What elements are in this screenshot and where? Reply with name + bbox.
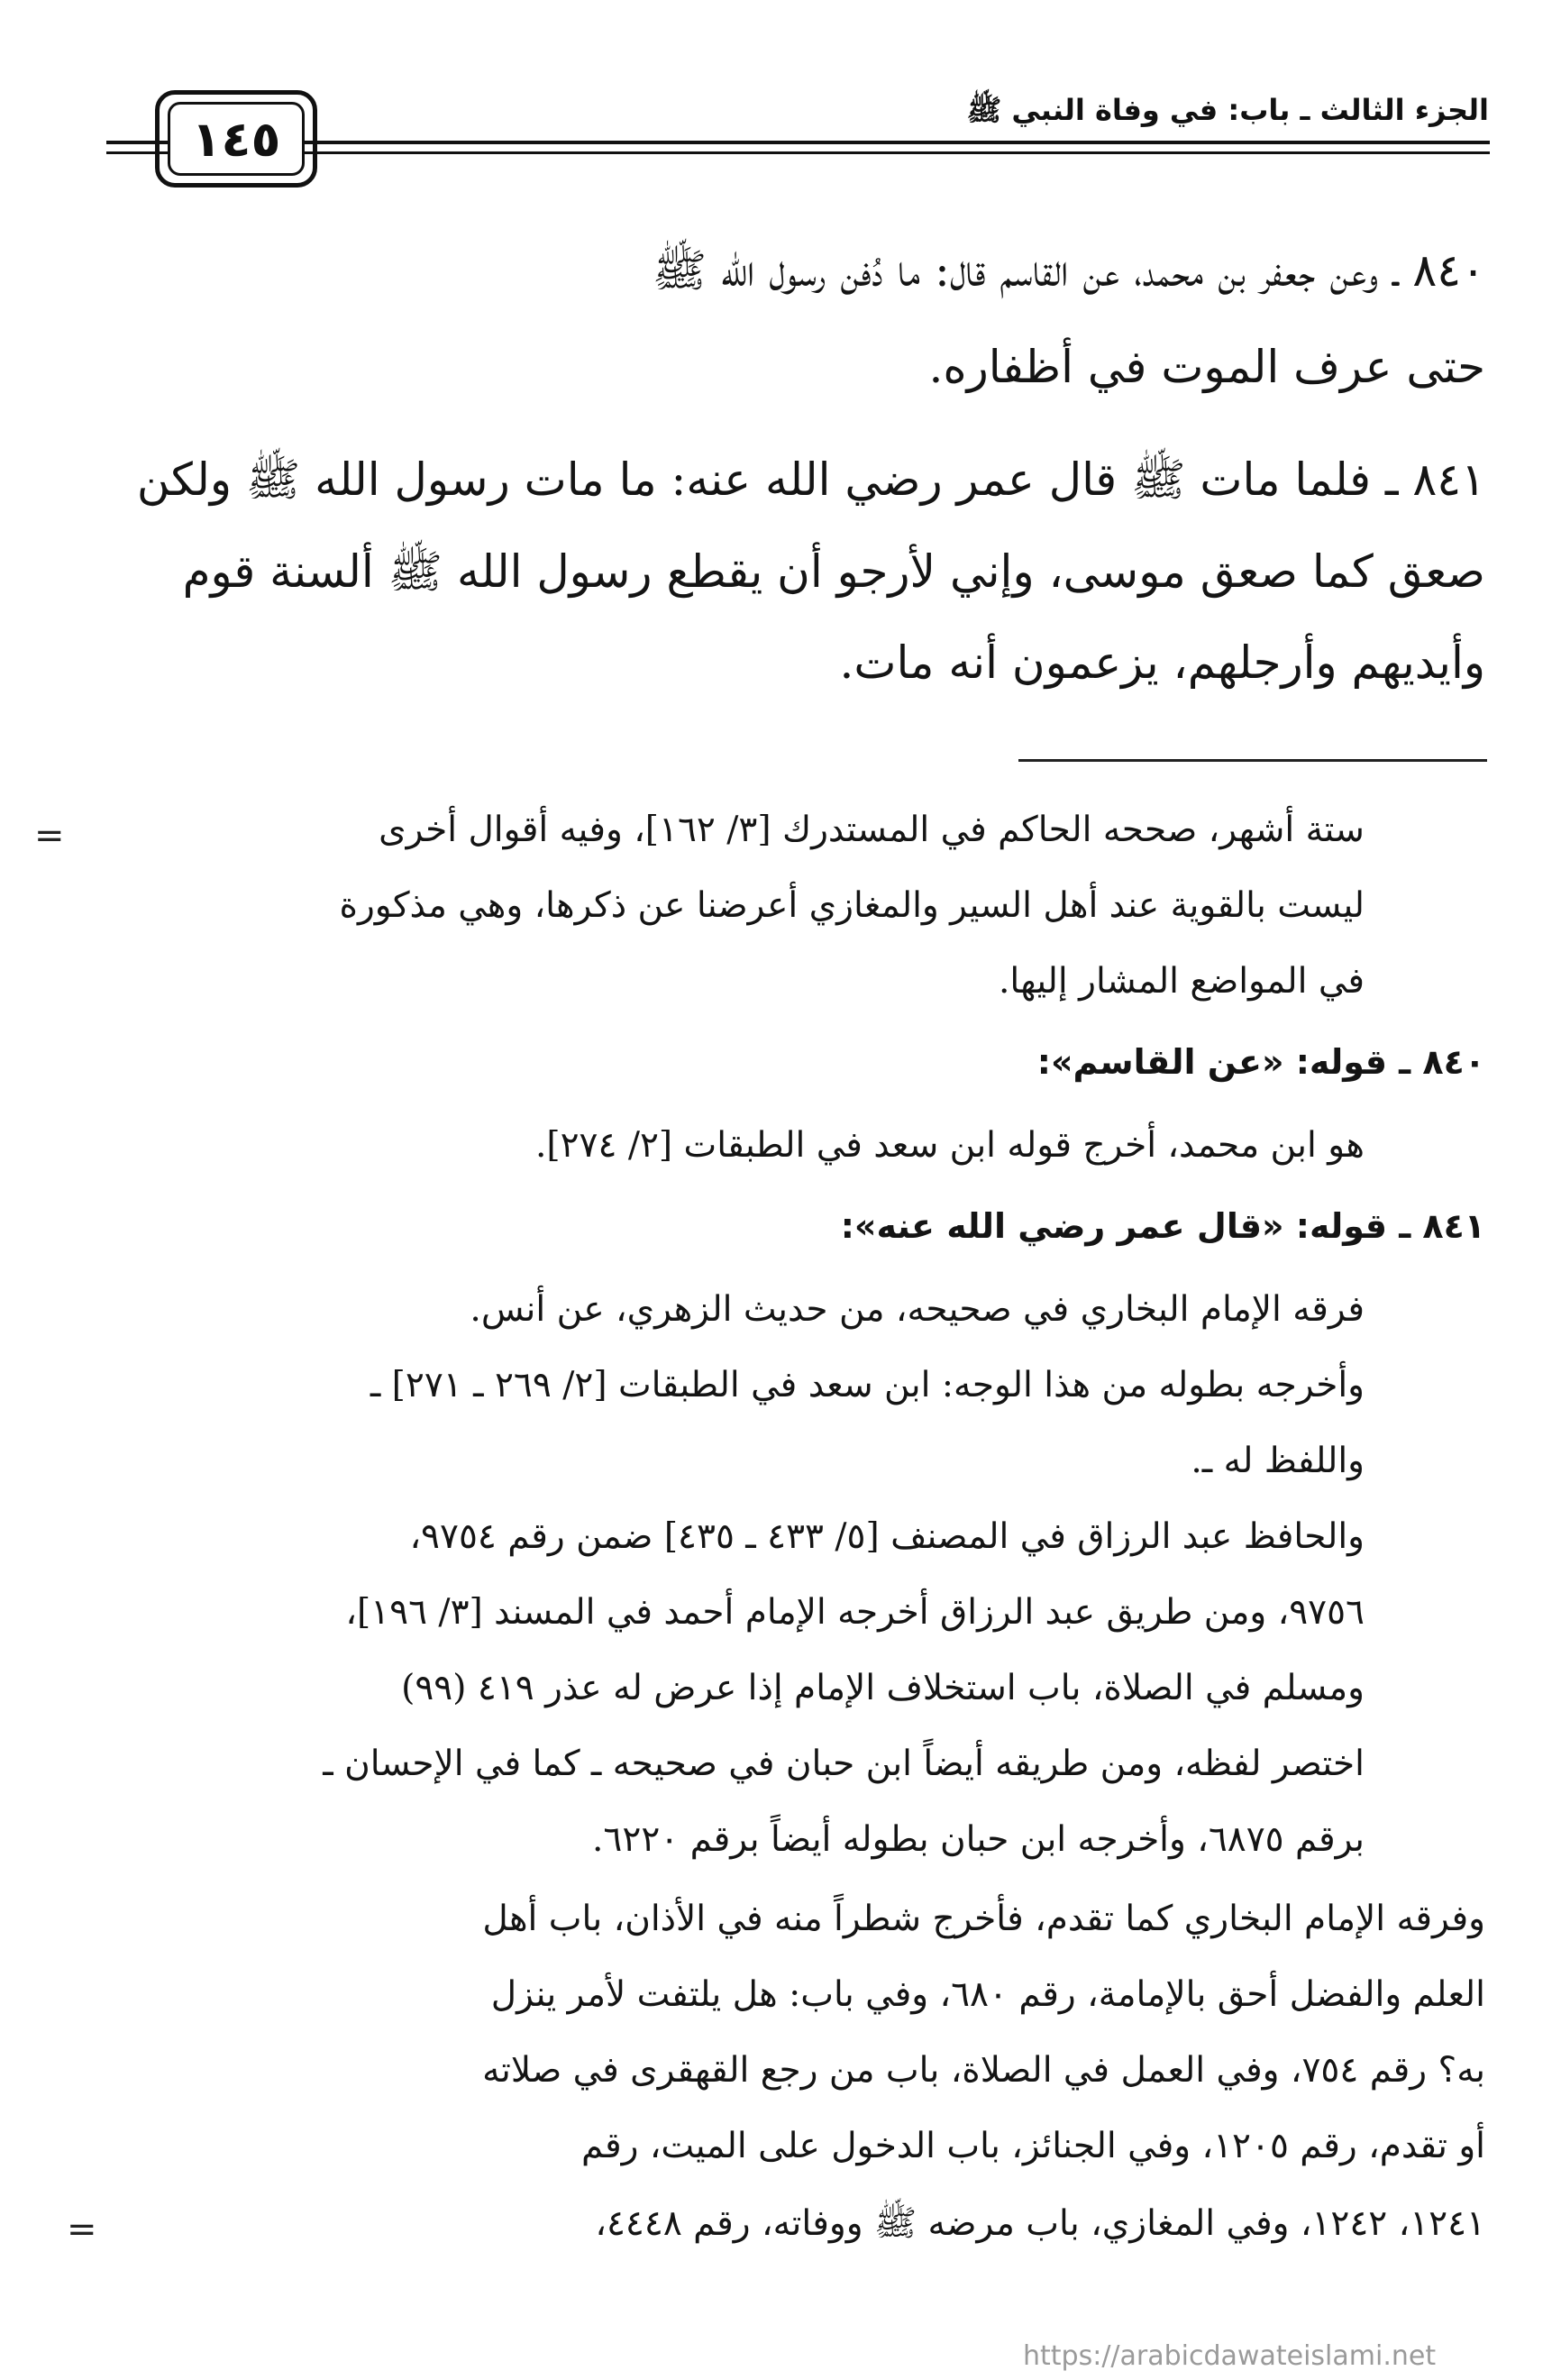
- running-header: الجزء الثالث ـ باب: في وفاة النبي ﷺ: [966, 93, 1489, 127]
- footnote-line-19: ١٢٤١، ١٢٤٢، وفي المغازي، باب مرضه ﷺ ووفاته، رقم ٤٤٤٨،: [595, 2203, 1485, 2244]
- footnote-line-15: وفرقه الإمام البخاري كما تقدم، فأخرج شطراً منه في الأذان، باب أهل: [482, 1899, 1485, 1939]
- footnote-line-8: وأخرجه بطوله من هذا الوجه: ابن سعد في الطبقات [٢/ ٢٦٩ ـ ٢٧١] ـ: [370, 1365, 1365, 1405]
- footnote-separator: [1018, 759, 1487, 762]
- footnote-line-12: ومسلم في الصلاة، باب استخلاف الإمام إذا عرض له عذر ٤١٩ (٩٩): [401, 1668, 1365, 1708]
- main-line-4: صعق كما صعق موسى، وإني لأرجو أن يقطع رسول الله ﷺ ألسنة قوم: [182, 545, 1485, 598]
- footnote-line-18: أو تقدم، رقم ١٢٠٥، وفي الجنائز، باب الدخول على الميت، رقم: [580, 2126, 1485, 2166]
- footnote-heading-841: ٨٤١ ـ قوله: «قال عمر رضي الله عنه»:: [840, 1206, 1485, 1246]
- main-line-1: ٨٤٠ ـ وعن جعفر بن محمد، عن القاسم قال: ما دُفن رسول الله ﷺ: [652, 244, 1485, 297]
- continuation-mark: =: [34, 815, 65, 856]
- footnote-line-14: برقم ٦٨٧٥، وأخرجه ابن حبان بطوله أيضاً برقم ٦٢٢٠.: [592, 1819, 1365, 1860]
- footnote-line-7: فرقه الإمام البخاري في صحيحه، من حديث الزهري، عن أنس.: [470, 1289, 1365, 1330]
- footnote-line-13: اختصر لفظه، ومن طريقه أيضاً ابن حبان في صحيحه ـ كما في الإحسان ـ: [323, 1744, 1365, 1784]
- continuation-mark-end: =: [67, 2209, 97, 2250]
- main-line-5: وأيديهم وأرجلهم، يزعمون أنه مات.: [839, 636, 1485, 689]
- footnote-line-2: ليست بالقوية عند أهل السير والمغازي أعرضنا عن ذكرها، وهي مذكورة: [339, 885, 1365, 926]
- footnote-line-16: العلم والفضل أحق بالإمامة، رقم ٦٨٠، وفي باب: هل يلتفت لأمر ينزل: [490, 1974, 1485, 2015]
- footnote-line-5: هو ابن محمد، أخرج قوله ابن سعد في الطبقات [٢/ ٢٧٤].: [534, 1125, 1365, 1166]
- footnote-line-17: به؟ رقم ٧٥٤، وفي العمل في الصلاة، باب من رجع القهقرى في صلاته: [482, 2050, 1485, 2091]
- footnote-line-1: ستة أشهر، صححه الحاكم في المستدرك [٣/ ١٦٢]، وفيه أقوال أخرى: [379, 810, 1365, 850]
- page-number: ١٤٥: [168, 102, 305, 176]
- main-line-2: حتى عرف الموت في أظفاره.: [928, 341, 1485, 393]
- footnote-line-10: والحافظ عبد الرزاق في المصنف [٥/ ٤٣٣ ـ ٤٣٥] ضمن رقم ٩٧٥٤،: [409, 1516, 1365, 1557]
- footnote-line-11: ٩٧٥٦، ومن طريق عبد الرزاق أخرجه الإمام أحمد في المسند [٣/ ١٩٦]،: [345, 1592, 1365, 1633]
- footnote-line-3: في المواضع المشار إليها.: [999, 961, 1365, 1002]
- watermark-url: https://arabicdawateislami.net: [1023, 2340, 1437, 2372]
- footnote-heading-840: ٨٤٠ ـ قوله: «عن القاسم»:: [1036, 1042, 1485, 1082]
- footnote-line-9: واللفظ له ـ.: [1191, 1441, 1365, 1481]
- main-line-3: ٨٤١ ـ فلما مات ﷺ قال عمر رضي الله عنه: ما مات رسول الله ﷺ ولكن: [136, 453, 1485, 506]
